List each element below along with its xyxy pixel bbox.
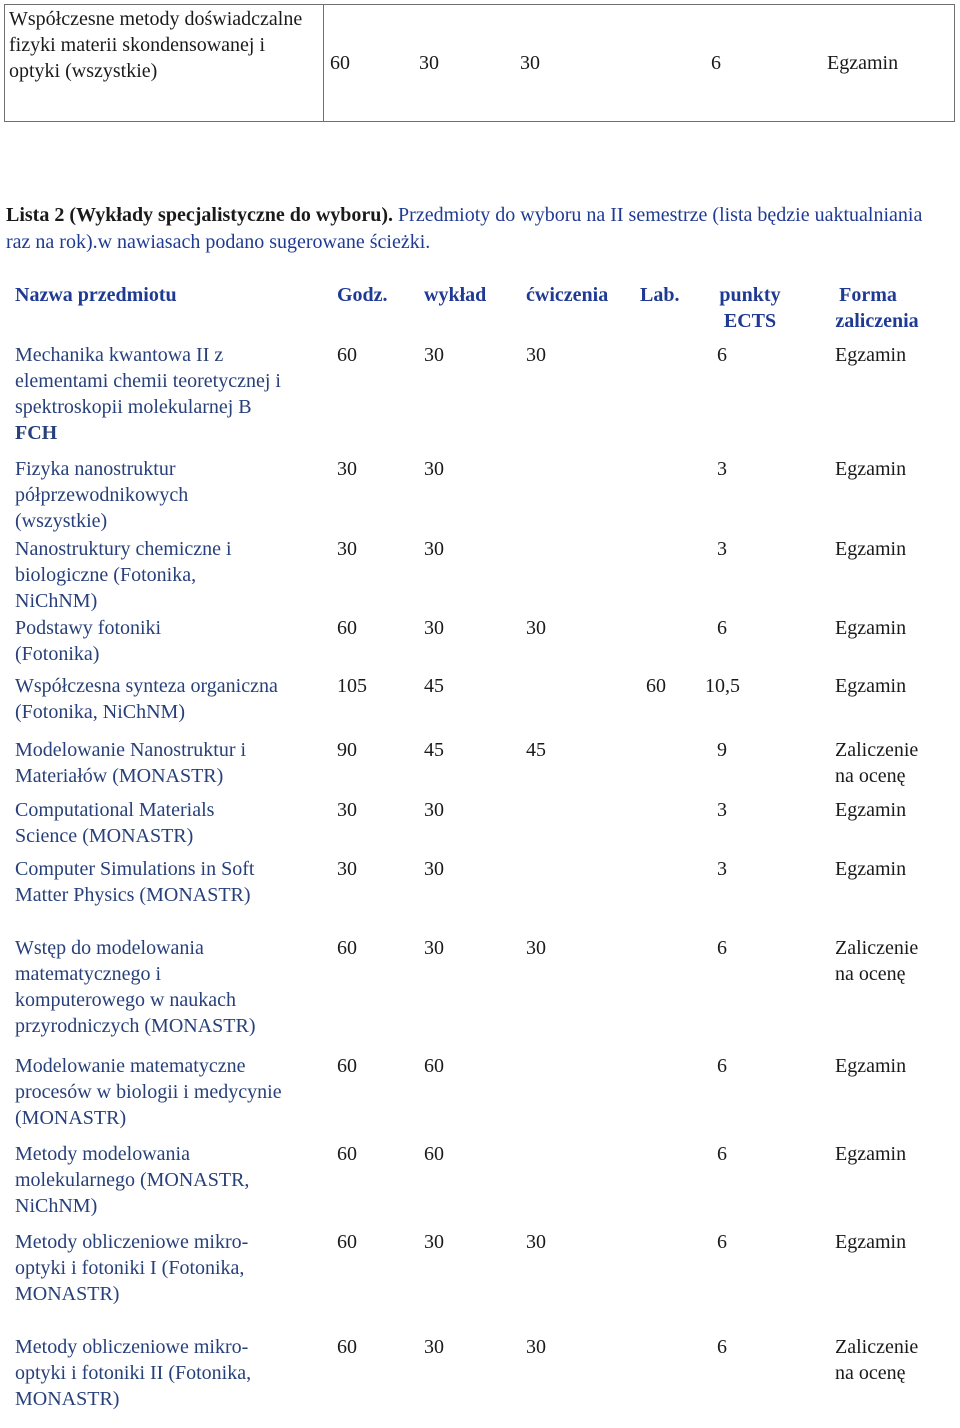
- row-5-lab: 60: [646, 675, 666, 697]
- row-3-forma: Egzamin: [835, 538, 907, 560]
- row-3-godz: 30: [337, 538, 357, 560]
- row-11-name: Metody modelowania molekularnego (MONASTR, NiChNM): [15, 1143, 250, 1217]
- lista-2-description: Przedmioty do wyboru na II semestrze (lista będzie uaktualniania raz na rok).w nawiasach podano sugerowane ścieżki.: [6, 204, 923, 253]
- header-name: Nazwa przedmiotu: [15, 284, 177, 306]
- top-row-cwiczenia: 30: [520, 52, 540, 74]
- top-row-name: Współczesne metody doświadczalne fizyki materii skondensowanej i optyki (wszystkie): [9, 8, 303, 82]
- row-9-forma: Zaliczenie na ocenę: [835, 937, 919, 985]
- row-12-ects: 6: [717, 1231, 727, 1253]
- row-9-godz: 60: [337, 937, 357, 959]
- row-2-wyklad: 30: [424, 458, 444, 480]
- row-3-ects: 3: [717, 538, 727, 560]
- row-13-ects: 6: [717, 1336, 727, 1358]
- row-10-name: Modelowanie matematyczne procesów w biologii i medycynie (MONASTR): [15, 1055, 282, 1129]
- lista-2-intro: [6, 202, 946, 256]
- row-2-name: Fizyka nanostruktur półprzewodnikowych (wszystkie): [15, 458, 189, 532]
- row-4-cwiczenia: 30: [526, 617, 546, 639]
- header-ects-2: ECTS: [723, 310, 777, 332]
- row-11-wyklad: 60: [424, 1143, 444, 1165]
- row-10-wyklad: 60: [424, 1055, 444, 1077]
- header-ects-1: punkty: [719, 284, 781, 306]
- top-row-forma: Egzamin: [827, 52, 899, 74]
- row-13-cwiczenia: 30: [526, 1336, 546, 1358]
- header-wyklad: wykład: [424, 284, 487, 306]
- row-5-ects: 10,5: [705, 675, 740, 697]
- column-divider: [323, 5, 324, 121]
- row-12-wyklad: 30: [424, 1231, 444, 1253]
- row-10-forma: Egzamin: [835, 1055, 907, 1077]
- row-2-godz: 30: [337, 458, 357, 480]
- row-11-godz: 60: [337, 1143, 357, 1165]
- row-2-ects: 3: [717, 458, 727, 480]
- header-forma-2: zaliczenia: [835, 310, 919, 332]
- row-7-forma: Egzamin: [835, 799, 907, 821]
- row-9-ects: 6: [717, 937, 727, 959]
- row-4-wyklad: 30: [424, 617, 444, 639]
- header-forma-1: Forma: [839, 284, 897, 306]
- row-12-name: Metody obliczeniowe mikro-optyki i fotoniki I (Fotonika, MONASTR): [15, 1231, 249, 1305]
- row-5-godz: 105: [337, 675, 367, 697]
- row-1-cwiczenia: 30: [526, 344, 546, 366]
- row-3-wyklad: 30: [424, 538, 444, 560]
- header-godz: Godz.: [337, 284, 388, 306]
- top-row-godz: 60: [330, 52, 350, 74]
- row-8-godz: 30: [337, 858, 357, 880]
- row-5-forma: Egzamin: [835, 675, 907, 697]
- row-6-wyklad: 45: [424, 739, 444, 761]
- row-9-wyklad: 30: [424, 937, 444, 959]
- row-1-wyklad: 30: [424, 344, 444, 366]
- row-7-wyklad: 30: [424, 799, 444, 821]
- row-5-name: Współczesna synteza organiczna (Fotonika, NiChNM): [15, 675, 278, 723]
- row-4-forma: Egzamin: [835, 617, 907, 639]
- row-1-tag: FCH: [15, 422, 58, 444]
- row-7-ects: 3: [717, 799, 727, 821]
- row-8-ects: 3: [717, 858, 727, 880]
- row-1-forma: Egzamin: [835, 344, 907, 366]
- row-9-cwiczenia: 30: [526, 937, 546, 959]
- row-1-name: Mechanika kwantowa II z elementami chemii teoretycznej i spektroskopii molekularnej B FCH: [15, 344, 281, 444]
- row-8-wyklad: 30: [424, 858, 444, 880]
- row-1-ects: 6: [717, 344, 727, 366]
- row-2-forma: Egzamin: [835, 458, 907, 480]
- row-12-godz: 60: [337, 1231, 357, 1253]
- row-7-name: Computational Materials Science (MONASTR): [15, 799, 215, 847]
- row-12-cwiczenia: 30: [526, 1231, 546, 1253]
- row-13-godz: 60: [337, 1336, 357, 1358]
- row-1-godz: 60: [337, 344, 357, 366]
- row-9-name: Wstęp do modelowania matematycznego i komputerowego w naukach przyrodniczych (MONASTR): [15, 937, 256, 1037]
- row-8-name: Computer Simulations in Soft Matter Physics (MONASTR): [15, 858, 255, 906]
- top-row-wyklad: 30: [419, 52, 439, 74]
- row-6-name: Modelowanie Nanostruktur i Materiałów (MONASTR): [15, 739, 247, 787]
- row-13-wyklad: 30: [424, 1336, 444, 1358]
- row-4-godz: 60: [337, 617, 357, 639]
- row-13-forma: Zaliczenie na ocenę: [835, 1336, 919, 1384]
- row-4-ects: 6: [717, 617, 727, 639]
- row-12-forma: Egzamin: [835, 1231, 907, 1253]
- row-4-name: Podstawy fotoniki (Fotonika): [15, 617, 162, 665]
- row-10-godz: 60: [337, 1055, 357, 1077]
- row-10-ects: 6: [717, 1055, 727, 1077]
- row-13-name: Metody obliczeniowe mikro-optyki i fotoniki II (Fotonika, MONASTR): [15, 1336, 252, 1410]
- lista-2-lead: Lista 2 (Wykłady specjalistyczne do wyboru).: [6, 204, 394, 226]
- row-7-godz: 30: [337, 799, 357, 821]
- row-6-forma: Zaliczenie na ocenę: [835, 739, 919, 787]
- row-5-wyklad: 45: [424, 675, 444, 697]
- header-cwiczenia: ćwiczenia: [526, 284, 609, 306]
- row-6-cwiczenia: 45: [526, 739, 546, 761]
- row-8-forma: Egzamin: [835, 858, 907, 880]
- row-11-forma: Egzamin: [835, 1143, 907, 1165]
- row-11-ects: 6: [717, 1143, 727, 1165]
- row-6-godz: 90: [337, 739, 357, 761]
- header-lab: Lab.: [640, 284, 680, 306]
- top-row-ects: 6: [711, 52, 721, 74]
- row-6-ects: 9: [717, 739, 727, 761]
- row-3-name: Nanostruktury chemiczne i biologiczne (Fotonika, NiChNM): [15, 538, 232, 612]
